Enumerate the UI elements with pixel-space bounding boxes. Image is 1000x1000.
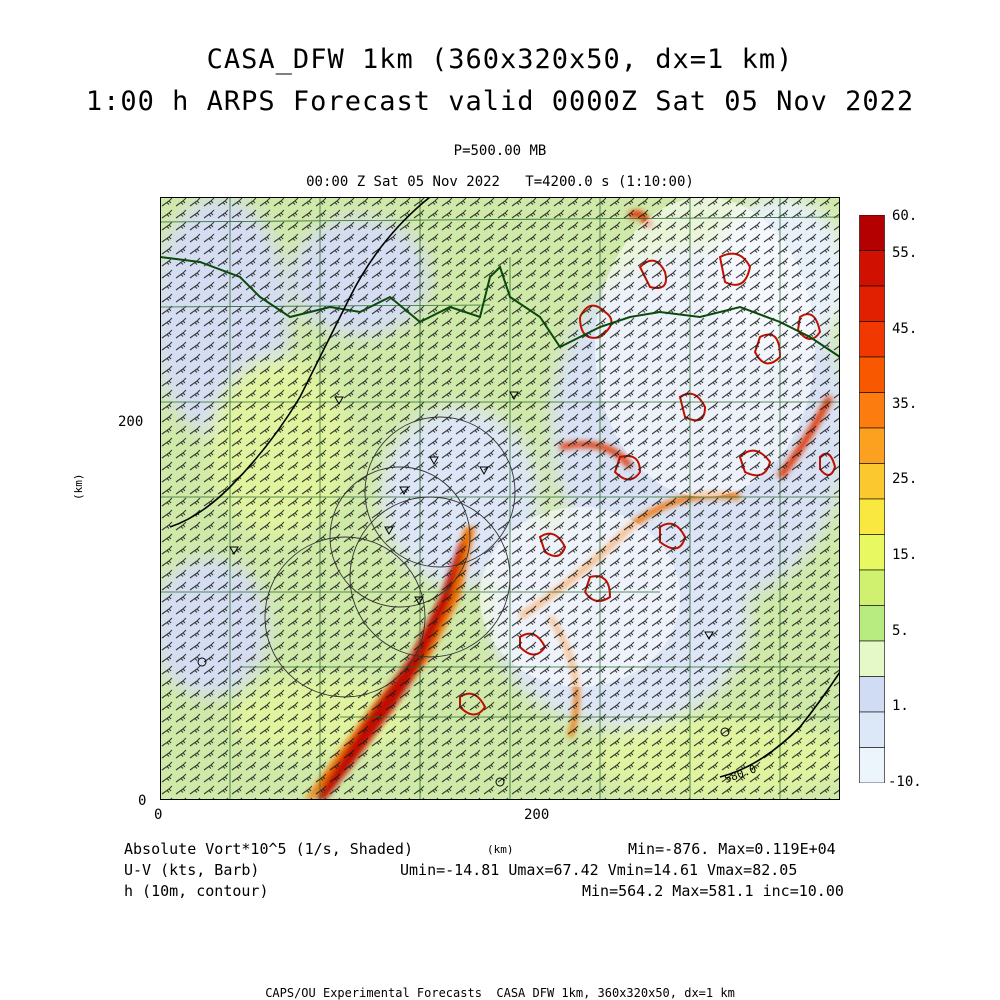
valid-time-line: 00:00 Z Sat 05 Nov 2022 T=4200.0 s (1:10:00) xyxy=(306,174,694,190)
y-tick-0: 0 xyxy=(138,793,147,809)
legend-x-unit: (km) xyxy=(487,843,514,856)
colorbar-box xyxy=(860,748,885,784)
legend-vorticity-name: Absolute Vort*10^5 (1/s, Shaded) xyxy=(124,840,413,858)
colorbar-box xyxy=(860,286,885,322)
pressure-level: P=500.00 MB xyxy=(453,143,547,159)
colorbar-box xyxy=(860,251,885,287)
colorbar-label-55: 55. xyxy=(892,245,918,261)
colorbar-box xyxy=(860,570,885,606)
colorbar-box xyxy=(860,322,885,358)
colorbar-box xyxy=(860,464,885,500)
legend-vorticity-stats: Min=-876. Max=0.119E+04 xyxy=(628,840,836,858)
height-contour-label: 580.0 xyxy=(722,762,759,786)
y-axis-unit: (km) xyxy=(72,473,85,500)
title-line-1: CASA_DFW 1km (360x320x50, dx=1 km) xyxy=(206,44,794,75)
forecast-map xyxy=(160,197,840,800)
colorbar-box xyxy=(860,215,885,251)
footer-credit: CAPS/OU Experimental Forecasts CASA DFW 1km, 360x320x50, dx=1 km xyxy=(265,986,735,1000)
colorbar-box xyxy=(860,393,885,429)
colorbar-label-45: 45. xyxy=(892,321,918,337)
colorbar-box xyxy=(860,357,885,393)
colorbar-label-neg10: -10. xyxy=(888,774,922,790)
colorbar-label-5: 5. xyxy=(892,623,909,639)
legend-wind-name: U-V (kts, Barb) xyxy=(124,861,260,879)
title-line-2: 1:00 h ARPS Forecast valid 0000Z Sat 05 Nov 2022 xyxy=(85,86,915,117)
colorbar-box xyxy=(860,499,885,535)
colorbar-label-60: 60. xyxy=(892,208,918,224)
colorbar-label-25: 25. xyxy=(892,471,918,487)
colorbar-box xyxy=(860,535,885,571)
colorbar-box xyxy=(860,606,885,642)
legend-height-name: h (10m, contour) xyxy=(124,882,269,900)
colorbar xyxy=(859,215,885,783)
legend-height-stats: Min=564.2 Max=581.1 inc=10.00 xyxy=(582,882,844,900)
x-tick-200: 200 xyxy=(524,807,550,823)
colorbar-box xyxy=(860,712,885,748)
colorbar-box xyxy=(860,428,885,464)
x-tick-0: 0 xyxy=(154,807,163,823)
colorbar-label-1: 1. xyxy=(892,698,909,714)
colorbar-box xyxy=(860,641,885,677)
legend-wind-stats: Umin=-14.81 Umax=67.42 Vmin=14.61 Vmax=82.05 xyxy=(400,861,798,879)
colorbar-label-35: 35. xyxy=(892,396,918,412)
colorbar-box xyxy=(860,677,885,713)
colorbar-label-15: 15. xyxy=(892,547,918,563)
y-tick-200: 200 xyxy=(118,414,144,430)
wind-barbs xyxy=(160,197,840,800)
